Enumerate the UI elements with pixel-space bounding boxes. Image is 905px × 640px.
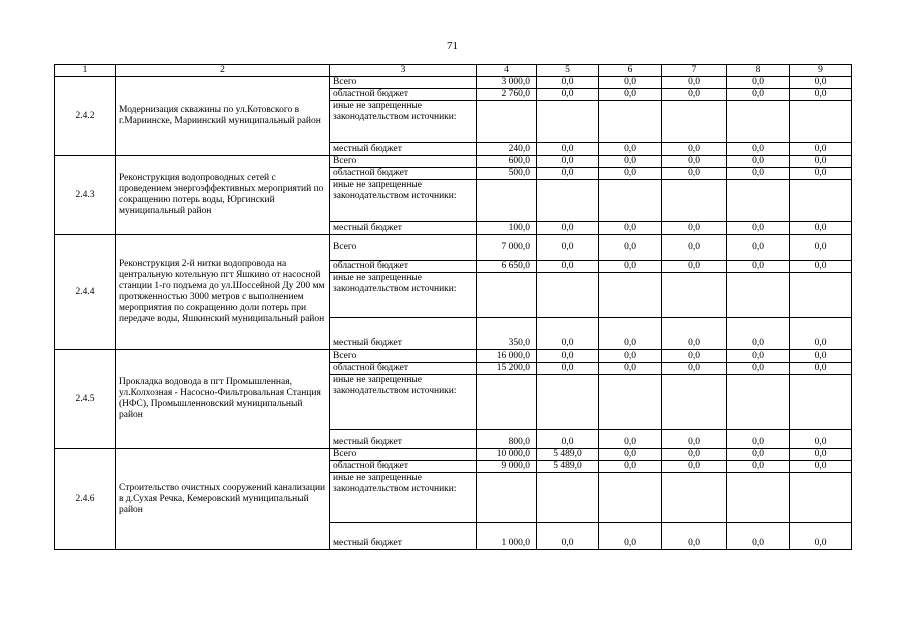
value-cell: 600,0 — [477, 156, 537, 168]
value-cell — [477, 473, 537, 523]
value-cell: 0,0 — [662, 261, 727, 273]
funding-source: областной бюджет — [330, 89, 477, 101]
value-cell: 15 200,0 — [477, 363, 537, 375]
value-cell: 0,0 — [790, 77, 852, 89]
value-cell: 0,0 — [790, 430, 852, 449]
value-cell — [790, 473, 852, 523]
value-cell: 16 000,0 — [477, 350, 537, 363]
value-cell: 0,0 — [790, 156, 852, 168]
header-cell: 9 — [790, 65, 852, 77]
funding-source: Всего — [330, 156, 477, 168]
value-cell: 0,0 — [537, 235, 599, 261]
value-cell — [477, 375, 537, 430]
value-cell: 0,0 — [790, 222, 852, 235]
value-cell: 0,0 — [662, 235, 727, 261]
value-cell — [537, 101, 599, 143]
header-row — [55, 65, 852, 77]
value-cell — [727, 180, 790, 222]
funding-source: иные не запрещенные законодательством источники: — [330, 180, 477, 222]
value-cell — [599, 375, 662, 430]
value-cell: 0,0 — [662, 156, 727, 168]
funding-source: областной бюджет — [330, 168, 477, 180]
funding-source: местный бюджет — [330, 143, 477, 156]
value-cell — [662, 180, 727, 222]
value-cell — [790, 101, 852, 143]
table-row — [55, 156, 852, 168]
value-cell: 1 000,0 — [477, 523, 537, 550]
value-cell: 0,0 — [727, 523, 790, 550]
funding-source: местный бюджет — [330, 222, 477, 235]
program-code: 2.4.6 — [55, 449, 116, 550]
funding-source: иные не запрещенные законодательством источники: — [330, 101, 477, 143]
funding-source: местный бюджет — [330, 523, 477, 550]
program-code: 2.4.5 — [55, 350, 116, 449]
funding-source: иные не запрещенные законодательством источники: — [330, 473, 477, 523]
value-cell: 0,0 — [537, 350, 599, 363]
value-cell: 5 489,0 — [537, 461, 599, 473]
funding-source: областной бюджет — [330, 363, 477, 375]
value-cell: 0,0 — [599, 168, 662, 180]
program-description: Модернизация скважины по ул.Котовского в г.Мариинске, Мариинский муниципальный район — [116, 77, 330, 156]
value-cell — [599, 273, 662, 318]
value-cell — [537, 180, 599, 222]
value-cell — [599, 180, 662, 222]
value-cell — [477, 180, 537, 222]
value-cell: 0,0 — [790, 235, 852, 261]
value-cell: 0,0 — [790, 449, 852, 461]
value-cell: 0,0 — [662, 168, 727, 180]
value-cell: 0,0 — [727, 449, 790, 461]
value-cell: 0,0 — [537, 318, 599, 350]
value-cell: 500,0 — [477, 168, 537, 180]
header-cell: 4 — [477, 65, 537, 77]
funding-source: Всего — [330, 77, 477, 89]
table-row — [55, 449, 852, 461]
value-cell: 0,0 — [727, 89, 790, 101]
value-cell — [790, 180, 852, 222]
header-cell: 8 — [727, 65, 790, 77]
program-description: Реконструкция 2-й нитки водопровода на центральную котельную пгт Яшкино от насосной станции 1-го подъема до ул.Шоссейной Ду 200 мм протяженностью 3000 метров с выполнением мероприятия по сокращению доли потерь при передаче воды, Яшкинский муниципальный район — [116, 235, 330, 350]
value-cell — [477, 101, 537, 143]
value-cell: 0,0 — [662, 363, 727, 375]
value-cell — [662, 473, 727, 523]
value-cell: 0,0 — [727, 363, 790, 375]
page-number: 71 — [447, 40, 458, 52]
table-row — [55, 77, 852, 89]
value-cell: 2 760,0 — [477, 89, 537, 101]
header-cell: 1 — [55, 65, 116, 77]
value-cell — [727, 473, 790, 523]
funding-source: местный бюджет — [330, 318, 477, 350]
value-cell: 0,0 — [727, 156, 790, 168]
value-cell: 0,0 — [599, 350, 662, 363]
value-cell — [662, 375, 727, 430]
funding-source: иные не запрещенные законодательством источники: — [330, 375, 477, 430]
value-cell: 0,0 — [537, 222, 599, 235]
value-cell: 0,0 — [537, 430, 599, 449]
header-cell: 3 — [330, 65, 477, 77]
value-cell: 0,0 — [727, 143, 790, 156]
value-cell: 0,0 — [727, 461, 790, 473]
value-cell: 0,0 — [727, 318, 790, 350]
value-cell: 0,0 — [599, 235, 662, 261]
program-description: Прокладка водовода в пгт Промышленная, ул.Колхозная - Насосно-Фильтровальная Станция (НФС), Промышленновский муниципальный район — [116, 350, 330, 449]
value-cell: 0,0 — [662, 430, 727, 449]
value-cell — [727, 101, 790, 143]
value-cell: 0,0 — [537, 523, 599, 550]
value-cell: 0,0 — [790, 168, 852, 180]
value-cell: 0,0 — [727, 222, 790, 235]
value-cell: 7 000,0 — [477, 235, 537, 261]
value-cell: 0,0 — [537, 363, 599, 375]
header-cell: 5 — [537, 65, 599, 77]
value-cell: 0,0 — [790, 261, 852, 273]
value-cell — [599, 101, 662, 143]
value-cell — [537, 375, 599, 430]
value-cell: 0,0 — [727, 168, 790, 180]
value-cell: 0,0 — [599, 77, 662, 89]
value-cell: 0,0 — [537, 168, 599, 180]
value-cell: 0,0 — [599, 523, 662, 550]
value-cell: 0,0 — [662, 143, 727, 156]
program-code: 2.4.4 — [55, 235, 116, 350]
value-cell: 240,0 — [477, 143, 537, 156]
value-cell: 9 000,0 — [477, 461, 537, 473]
funding-source: Всего — [330, 235, 477, 261]
value-cell: 350,0 — [477, 318, 537, 350]
value-cell: 0,0 — [537, 143, 599, 156]
funding-source: местный бюджет — [330, 430, 477, 449]
header-cell: 2 — [116, 65, 330, 77]
budget-table — [54, 64, 852, 550]
funding-source: Всего — [330, 449, 477, 461]
program-description: Строительство очистных сооружений канализации в д.Сухая Речка, Кемеровский муниципальный район — [116, 449, 330, 550]
value-cell: 0,0 — [790, 89, 852, 101]
program-code: 2.4.3 — [55, 156, 116, 235]
value-cell: 0,0 — [599, 363, 662, 375]
value-cell: 0,0 — [599, 461, 662, 473]
value-cell: 0,0 — [537, 261, 599, 273]
value-cell: 0,0 — [727, 430, 790, 449]
program-code: 2.4.2 — [55, 77, 116, 156]
funding-source: областной бюджет — [330, 461, 477, 473]
value-cell: 0,0 — [599, 156, 662, 168]
value-cell: 0,0 — [790, 318, 852, 350]
value-cell — [599, 473, 662, 523]
value-cell: 800,0 — [477, 430, 537, 449]
value-cell: 0,0 — [599, 449, 662, 461]
funding-source: областной бюджет — [330, 261, 477, 273]
value-cell — [790, 273, 852, 318]
value-cell: 0,0 — [537, 156, 599, 168]
value-cell: 0,0 — [662, 449, 727, 461]
value-cell: 0,0 — [599, 89, 662, 101]
value-cell: 0,0 — [790, 143, 852, 156]
value-cell: 0,0 — [790, 363, 852, 375]
value-cell: 5 489,0 — [537, 449, 599, 461]
value-cell: 0,0 — [599, 430, 662, 449]
value-cell — [537, 273, 599, 318]
value-cell: 0,0 — [662, 222, 727, 235]
value-cell: 0,0 — [662, 523, 727, 550]
program-description: Реконструкция водопроводных сетей с проведением энергоэффективных мероприятий по сокращению потерь воды, Юргинский муниципальный район — [116, 156, 330, 235]
funding-source: иные не запрещенные законодательством источники: — [330, 273, 477, 318]
value-cell: 6 650,0 — [477, 261, 537, 273]
value-cell — [727, 273, 790, 318]
table-row — [55, 350, 852, 363]
value-cell: 0,0 — [727, 350, 790, 363]
value-cell: 0,0 — [727, 235, 790, 261]
value-cell — [537, 473, 599, 523]
value-cell: 0,0 — [599, 143, 662, 156]
value-cell: 0,0 — [537, 89, 599, 101]
value-cell: 3 000,0 — [477, 77, 537, 89]
header-cell: 7 — [662, 65, 727, 77]
value-cell — [477, 273, 537, 318]
value-cell: 100,0 — [477, 222, 537, 235]
value-cell — [662, 101, 727, 143]
value-cell: 0,0 — [599, 261, 662, 273]
value-cell: 0,0 — [662, 318, 727, 350]
value-cell: 0,0 — [790, 461, 852, 473]
value-cell — [727, 375, 790, 430]
value-cell — [790, 375, 852, 430]
value-cell: 0,0 — [790, 350, 852, 363]
value-cell: 0,0 — [727, 77, 790, 89]
value-cell: 10 000,0 — [477, 449, 537, 461]
value-cell — [662, 273, 727, 318]
header-cell: 6 — [599, 65, 662, 77]
table-row — [55, 235, 852, 261]
value-cell: 0,0 — [790, 523, 852, 550]
value-cell: 0,0 — [727, 261, 790, 273]
value-cell: 0,0 — [537, 77, 599, 89]
value-cell: 0,0 — [662, 461, 727, 473]
value-cell: 0,0 — [662, 350, 727, 363]
funding-source: Всего — [330, 350, 477, 363]
value-cell: 0,0 — [599, 222, 662, 235]
value-cell: 0,0 — [599, 318, 662, 350]
value-cell: 0,0 — [662, 89, 727, 101]
value-cell: 0,0 — [662, 77, 727, 89]
